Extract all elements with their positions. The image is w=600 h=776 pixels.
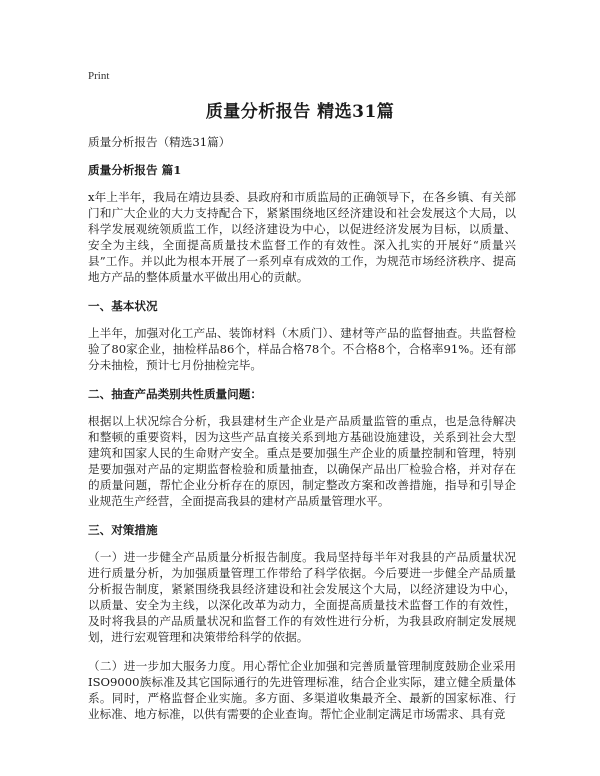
intro-paragraph: x年上半年，我局在靖边县委、县政府和市质监局的正确领导下，在各乡镇、有关部门和广大企业的大力支持配合下，紧紧围绕地区经济建设和社会发展这个大局，以科学发展观统领质监工作，以经济建设为中心，以促进经济发展为目标，以质量、安全为主线，全面提高质量技术监督工作的有效性。深入扎实的开展好“质量兴县”工作。并以此为根本开展了一系列卓有成效的工作，为规范市场经济秩序、提高地方产品的整体质量水平做出用心的贡献。: [88, 190, 516, 284]
paragraph-common-problems: 根据以上状况综合分析，我县建材生产企业是产品质量监管的重点，也是急待解决和整顿的重要资料，因为这些产品直接关系到地方基础设施建设，关系到社会大型建筑和国家人民的生命财产安全。重点是要加强生产企业的质量控制和管理，特别是要加强对产品的定期监督检验和质量抽查，以确保产品出厂检验合格，并对存在的质量问题，帮忙企业分析存在的原因，制定整改方案和改善措施，指导和引导企业规范生产经营，全面提高我县的建材产品质量管理水平。: [88, 414, 516, 508]
paragraph-basic-status: 上半年，加强对化工产品、装饰材料（木质门）、建材等产品的监督抽查。共监督检验了80家企业，抽检样品86个，样品合格78个。不合格8个，合格率91%。还有部分未抽检，预计七月份抽检完毕。: [88, 326, 516, 372]
heading-countermeasures: 三、对策措施: [88, 523, 158, 537]
document-body: [88, 134, 516, 735]
document-subtitle: 质量分析报告（精选31篇）: [88, 135, 231, 149]
print-label: Print: [88, 70, 110, 82]
heading-basic-status: 一、基本状况: [88, 299, 158, 313]
page-title: 质量分析报告 精选31篇: [205, 102, 395, 122]
paragraph-measure-2: （二）进一步加大服务力度。用心帮忙企业加强和完善质量管理制度鼓励企业采用ISO9000族标准及其它国际通行的先进管理标准，结合企业实际，建立健全质量体系。同时，严格监督企业实施。多方面、多渠道收集最齐全、最新的国家标准、行业标准、地方标准，以供有需要的企业查询。帮忙企业制定满足市场需求、具有竞: [88, 659, 516, 721]
section-title: 质量分析报告 篇1: [88, 163, 182, 177]
paragraph-measure-1: （一）进一步健全产品质量分析报告制度。我局坚持每半年对我县的产品质量状况进行质量分析，为加强质量管理工作带给了科学依据。今后要进一步健全产品质量分析报告制度，紧紧围绕我县经济建设和社会发展这个大局，以经济建设为中心，以质量、安全为主线，以深化改革为动力，全面提高质量技术监督工作的有效性，及时将我县的产品质量状况和监督工作的有效性进行分析，为我县政府制定发展规划，进行宏观管理和决策带给科学的依据。: [88, 550, 516, 644]
heading-common-problems: 二、抽查产品类别共性质量问题：: [88, 387, 262, 401]
